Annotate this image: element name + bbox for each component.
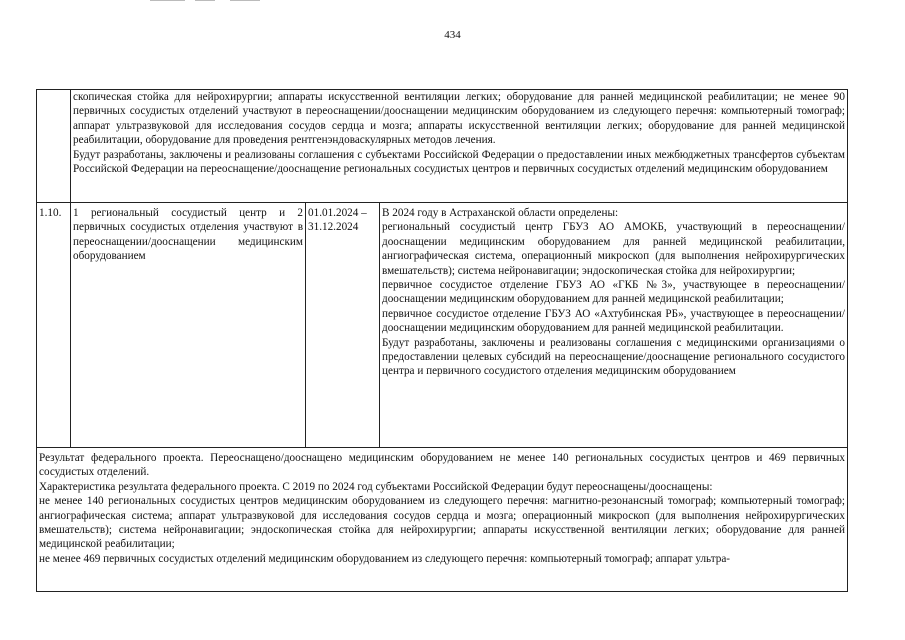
description-paragraph: региональный сосудистый центр ГБУЗ АО АМОКБ, участвующий в переоснащении/дооснащении медицинским оборудованием для ранней медицинской реабилитации, ангиографическая система, операционный микроскоп (для выполнения нейрохирургических вмешательств); система нейронавигации; эндоскопическая стойка для нейрохирургии; — [382, 221, 845, 277]
row-number: 1.10. — [37, 203, 71, 448]
result-paragraph: Характеристика результата федерального проекта. С 2019 по 2024 год субъектами Российской Федерации будут переоснащены/дооснащены: — [39, 480, 713, 493]
document-table — [36, 89, 848, 592]
result-paragraph: не менее 140 региональных сосудистых центров медицинским оборудованием из следующего перечня: магнитно-резонансный томограф; компьютерный томограф; ангиографическая система; аппарат ультразвуковой для исследования сосудов сердца и мозга; операционный микроскоп (для выполнения нейрохирургических вмешательств); система нейронавигации; эндоскопическая стойка для нейрохирургии; аппараты искусственной вентиляции легких; оборудование для ранней медицинской реабилитации; — [39, 495, 845, 551]
description-cell — [380, 203, 848, 448]
task-cell: 1 региональный сосудистый центр и 2 первичных сосудистых отделения участвуют в переоснащении/дооснащении медицинским оборудованием — [71, 203, 306, 448]
result-row — [37, 448, 848, 592]
description-paragraph: В 2024 году в Астраханской области определены: — [382, 207, 619, 219]
result-cell — [37, 448, 848, 592]
description-paragraph: первичное сосудистое отделение ГБУЗ АО «ГКБ №3», участвующее в переоснащении/дооснащении медицинским оборудованием для ранней медицинской реабилитации; — [382, 279, 845, 306]
description-paragraph: первичное сосудистое отделение ГБУЗ АО «Ахтубинская РБ», участвующее в переоснащении/дооснащении медицинским оборудованием для ранней медицинской реабилитации. — [382, 307, 845, 335]
description-paragraph: Будут разработаны, заключены и реализованы соглашения с медицинскими организациями о предоставлении целевых субсидий на переоснащение/дооснащение регионального сосудистого центра и первичного сосудистого отделения медицинским оборудованием — [382, 336, 845, 378]
continuation-paragraph: Будут разработаны, заключены и реализованы соглашения с субъектами Российской Федерации о предоставлении иных межбюджетных трансфертов субъектам Российской Федерации на переоснащение/дооснащение региональных сосудистых центров и первичных сосудистых отделений медицинским оборудованием — [73, 148, 845, 176]
continuation-paragraph: скопическая стойка для нейрохирургии; аппараты искусственной вентиляции легких; оборудование для ранней медицинской реабилитации; не менее 90 первичных сосудистых отделений участвуют в переоснащении/дооснащении медицинским оборудованием из следующего перечня: компьютерный томограф; аппарат ультразвуковой для исследования сосудов сердца и мозга; аппараты искусственной вентиляции легких; оборудование для ранней медицинской реабилитации, оборудование для проведения рентгенэндоваскулярных методов лечения. — [73, 91, 845, 147]
table-row-1-10 — [37, 203, 848, 448]
dates-cell: 01.01.2024 – 31.12.2024 — [306, 203, 380, 448]
continuation-text-cell — [71, 90, 848, 203]
page-number: 434 — [444, 29, 461, 41]
result-paragraph: не менее 469 первичных сосудистых отделений медицинским оборудованием из следующего перечня: компьютерный томограф; аппарат ультра- — [39, 552, 731, 565]
continuation-row — [37, 90, 848, 203]
scan-marks — [150, 0, 270, 3]
result-paragraph: Результат федерального проекта. Переоснащено/дооснащено медицинским оборудованием не менее 140 региональных сосудистых центров и 469 первичных сосудистых отделений. — [39, 452, 845, 479]
continuation-number-cell — [37, 90, 71, 203]
